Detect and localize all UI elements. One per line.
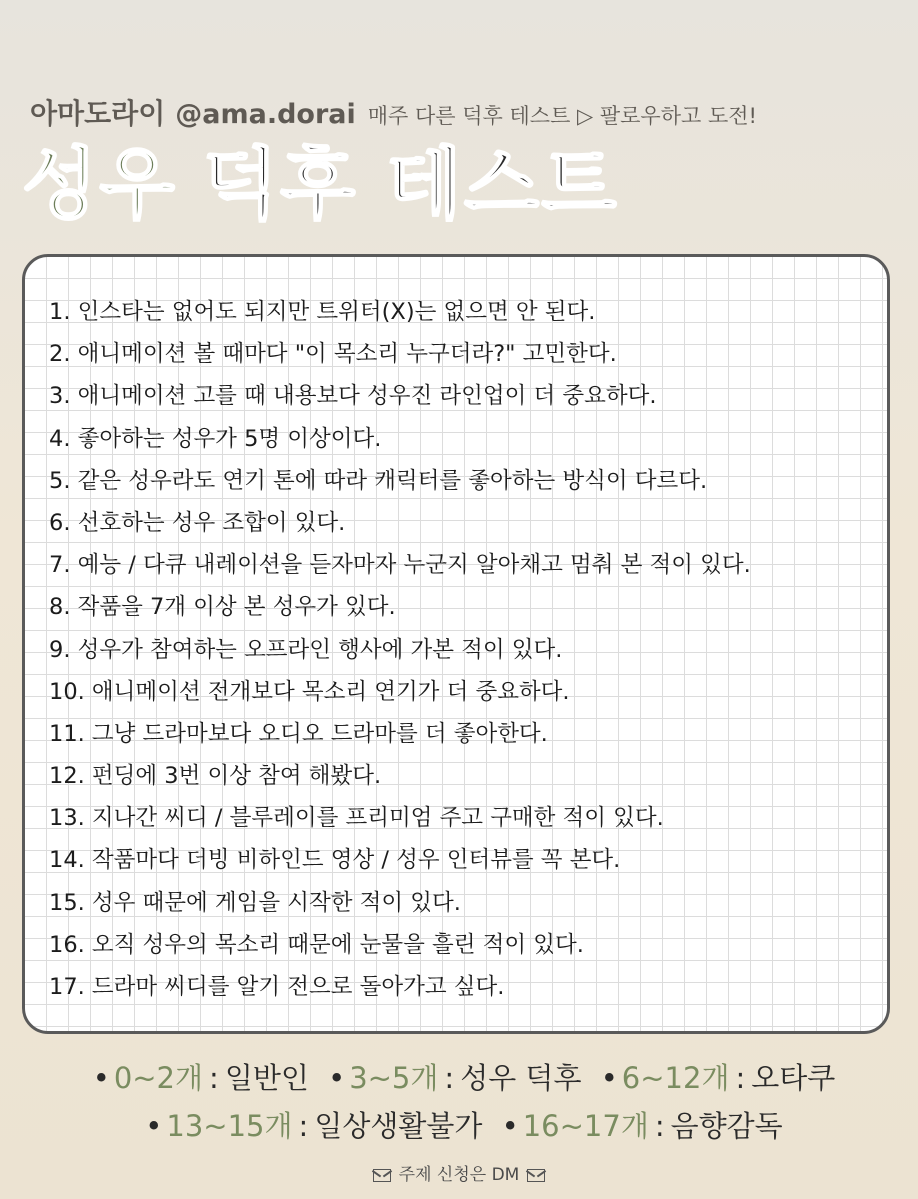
colon-separator: : <box>209 1061 219 1095</box>
bullet-icon: • <box>328 1061 346 1095</box>
bullet-icon: • <box>145 1109 163 1143</box>
tagline: 매주 다른 덕후 테스트 ▷ 팔로우하고 도전! <box>367 104 757 128</box>
question-item: 3. 애니메이션 고를 때 내용보다 성우진 라인업이 더 중요하다. <box>49 383 657 410</box>
bullet-icon: • <box>600 1061 618 1095</box>
score-range: 0~2개 <box>113 1061 204 1095</box>
question-item: 7. 예능 / 다큐 내레이션을 듣자마자 누군지 알아채고 멈춰 본 적이 있다. <box>49 552 751 579</box>
score-label: 오타쿠 <box>751 1061 836 1095</box>
score-legend-row-2 <box>0 1104 918 1145</box>
score-label: 음향감독 <box>670 1109 783 1143</box>
footer <box>0 1160 918 1185</box>
score-legend-row-1 <box>0 1056 918 1097</box>
title-part-2: 덕후 테스트 <box>202 140 619 230</box>
question-item: 2. 애니메이션 볼 때마다 "이 목소리 누구더라?" 고민한다. <box>49 341 617 368</box>
brand-name: 아마도라이 <box>30 97 166 130</box>
score-label: 일상생활불가 <box>314 1109 483 1143</box>
question-item: 9. 성우가 참여하는 오프라인 행사에 가본 적이 있다. <box>49 636 563 663</box>
score-range: 3~5개 <box>349 1061 439 1095</box>
envelope-icon <box>373 1169 391 1182</box>
question-item: 12. 펀딩에 3번 이상 참여 해봤다. <box>49 763 382 790</box>
colon-separator: : <box>444 1061 455 1095</box>
envelope-icon <box>527 1169 545 1182</box>
colon-separator: : <box>654 1109 665 1143</box>
question-item: 13. 지나간 씨디 / 블루레이를 프리미엄 주고 구매한 적이 있다. <box>49 805 664 832</box>
page-title <box>22 128 619 228</box>
question-item: 11. 그냥 드라마보다 오디오 드라마를 더 좋아한다. <box>49 720 548 747</box>
question-card <box>22 254 890 1034</box>
question-item: 10. 애니메이션 전개보다 목소리 연기가 더 중요하다. <box>49 678 570 705</box>
question-item: 15. 성우 때문에 게임을 시작한 적이 있다. <box>49 889 461 916</box>
account-handle: @ama.dorai <box>175 99 356 130</box>
question-item: 8. 작품을 7개 이상 본 성우가 있다. <box>49 594 396 621</box>
footer-text: 주제 신청은 DM <box>398 1165 520 1185</box>
score-range: 6~12개 <box>621 1061 730 1095</box>
title-part-1: 성우 <box>22 140 177 230</box>
bullet-icon: • <box>92 1061 110 1095</box>
question-item: 6. 선호하는 성우 조합이 있다. <box>49 509 346 536</box>
score-label: 일반인 <box>224 1061 309 1095</box>
score-range: 13~15개 <box>166 1109 293 1143</box>
score-label: 성우 덕후 <box>460 1061 582 1095</box>
question-item: 4. 좋아하는 성우가 5명 이상이다. <box>49 425 382 452</box>
question-item: 5. 같은 성우라도 연기 톤에 따라 캐릭터를 좋아하는 방식이 다르다. <box>49 467 708 494</box>
question-item: 17. 드라마 씨디를 알기 전으로 돌아가고 싶다. <box>49 974 505 1000</box>
question-item: 1. 인스타는 없어도 되지만 트위터(X)는 없으면 안 된다. <box>49 299 596 325</box>
score-range: 16~17개 <box>522 1109 649 1143</box>
colon-separator: : <box>735 1061 746 1095</box>
question-item: 16. 오직 성우의 목소리 때문에 눈물을 흘린 적이 있다. <box>49 931 584 958</box>
question-item: 14. 작품마다 더빙 비하인드 영상 / 성우 인터뷰를 꼭 본다. <box>49 847 621 874</box>
bullet-icon: • <box>501 1109 519 1143</box>
question-list <box>49 291 877 1008</box>
colon-separator: : <box>298 1109 309 1143</box>
